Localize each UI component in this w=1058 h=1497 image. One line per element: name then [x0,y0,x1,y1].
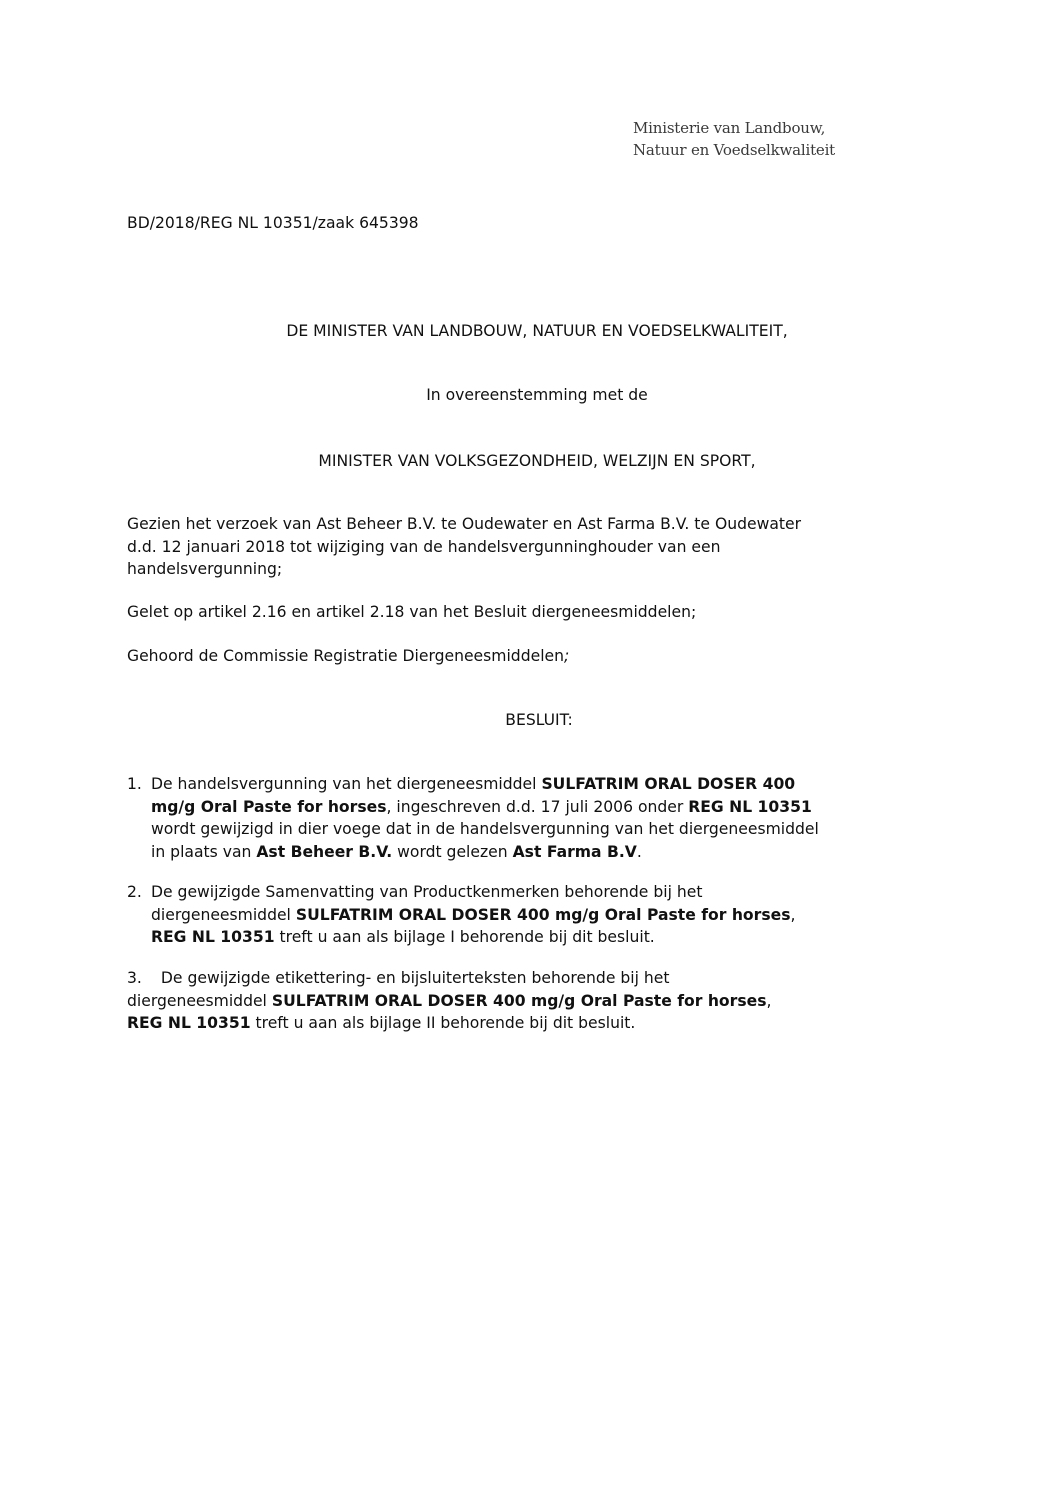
item-text: treft u aan als bijlage I behorende bij dit besluit. [274,928,655,946]
item-text: wordt gewijzigd in dier voege dat in de handelsvergunning van het diergeneesmiddel [151,820,819,838]
heading-agreement: In overeenstemming met de [426,386,648,404]
logo-line-2: Natuur en Voedselkwaliteit [633,141,835,159]
paragraph-gehoord-end: ; [564,647,570,665]
item-text: De handelsvergunning van het diergeneesmiddel [151,775,542,793]
paragraph-gehoord [127,645,569,668]
item-number: 2. [127,883,142,901]
item-text: , ingeschreven d.d. 17 juli 2006 onder [386,797,689,816]
reference-number: BD/2018/REG NL 10351/zaak 645398 [127,214,419,232]
registration-number: REG NL 10351 [151,928,275,946]
decision-item-3 [127,967,771,1035]
besluit-heading: BESLUIT: [505,711,573,729]
paragraph-gelet: Gelet op artikel 2.16 en artikel 2.18 van het Besluit diergeneesmiddelen; [127,603,697,621]
paragraph-gezien [127,513,801,581]
paragraph-gezien-line-2: d.d. 12 januari 2018 tot wijziging van de handelsvergunninghouder van een [127,537,721,556]
new-holder: Ast Farma B.V [512,842,637,861]
paragraph-gezien-line-3: handelsvergunning; [127,560,283,578]
ministry-logo [633,117,835,161]
paragraph-gehoord-text: Gehoord de Commissie Registratie Diergeneesmiddelen [127,647,564,665]
item-text: treft u aan als bijlage II behorende bij dit besluit. [250,1014,636,1032]
registration-number: REG NL 10351 [688,797,812,816]
product-name: SULFATRIM ORAL DOSER 400 mg/g Oral Paste for horses [295,905,791,924]
item-text: De gewijzigde etikettering- en bijsluiterteksten behorende bij het [160,969,670,987]
item-text: in plaats van [151,842,257,861]
product-name: mg/g Oral Paste for horses [151,797,387,816]
item-text: diergeneesmiddel [127,991,272,1010]
logo-line-1: Ministerie van Landbouw, [633,119,826,137]
item-number: 1. [127,775,142,793]
registration-number: REG NL 10351 [127,1014,251,1032]
item-text: wordt gelezen [392,842,513,861]
item-number: 3. [127,969,142,987]
item-text: , [766,991,772,1010]
old-holder: Ast Beheer B.V. [256,842,393,861]
heading-minister: DE MINISTER VAN LANDBOUW, NATUUR EN VOEDSELKWALITEIT, [286,322,788,340]
item-text: diergeneesmiddel [151,905,296,924]
paragraph-gezien-line-1: Gezien het verzoek van Ast Beheer B.V. te Oudewater en Ast Farma B.V. te Oudewater [127,515,802,533]
decision-item-1 [127,773,819,863]
decision-item-2 [127,881,795,949]
item-text: . [636,842,642,861]
product-name: SULFATRIM ORAL DOSER 400 [541,775,796,793]
item-text: De gewijzigde Samenvatting van Productkenmerken behorende bij het [151,883,703,901]
heading-minister-2: MINISTER VAN VOLKSGEZONDHEID, WELZIJN EN SPORT, [318,452,756,470]
product-name: SULFATRIM ORAL DOSER 400 mg/g Oral Paste for horses [271,991,767,1010]
item-text: , [790,905,796,924]
